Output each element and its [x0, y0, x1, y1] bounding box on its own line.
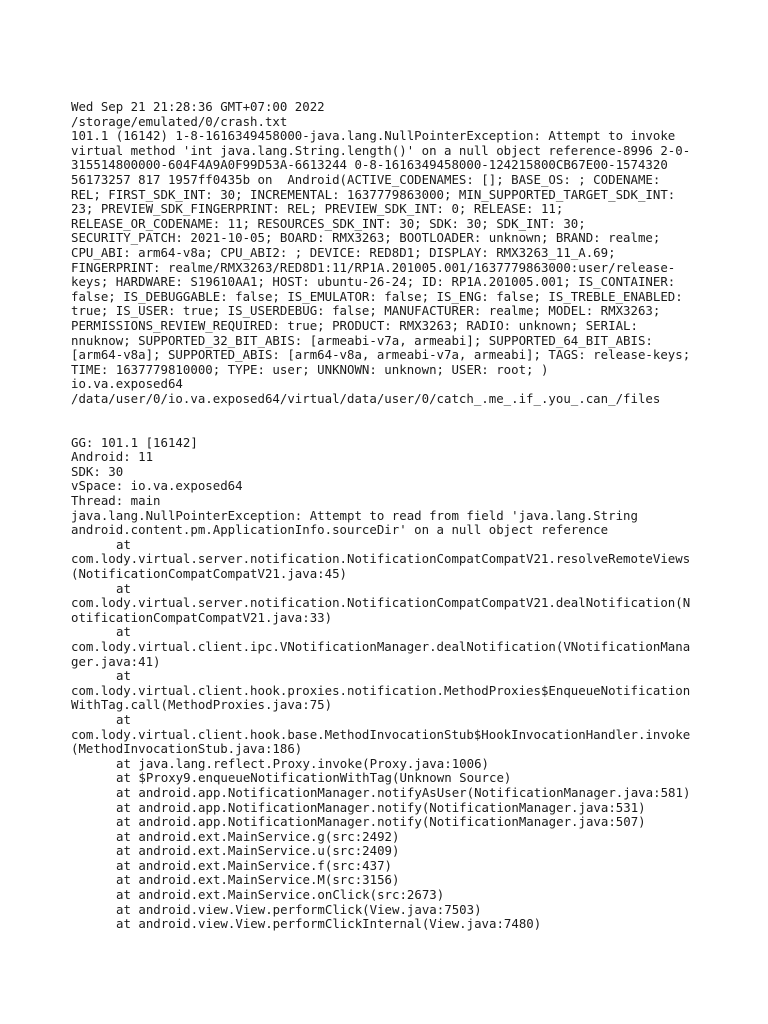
- stack-frame-line: com.lody.virtual.server.notification.NotificationCompatCompatV21.resolveRemoteViews: [71, 551, 691, 567]
- crash-info-line: 56173257 817 1957ff0435b on Android(ACTIVE_CODENAMES: []; BASE_OS: ; CODENAME:: [71, 171, 661, 187]
- stack-frame-line: at android.ext.MainService.f(src:437): [116, 857, 393, 873]
- stack-frame-line: at android.ext.MainService.g(src:2492): [116, 828, 400, 844]
- stack-frame-line: at: [116, 711, 131, 727]
- crash-info-line: RELEASE_OR_CODENAME: 11; RESOURCES_SDK_INT: 30; SDK: 30; SDK_INT: 30;: [71, 215, 586, 231]
- stack-frame-line: at android.view.View.performClick(View.java:7503): [116, 901, 482, 917]
- crash-info-line: REL; FIRST_SDK_INT: 30; INCREMENTAL: 1637779863000; MIN_SUPPORTED_TARGET_SDK_INT:: [71, 186, 676, 202]
- crash-info-line: /data/user/0/io.va.exposed64/virtual/data/user/0/catch_.me_.if_.you_.can_/files: [71, 390, 661, 406]
- crash-info-line: FINGERPRINT: realme/RMX3263/RED8D1:11/RP1A.201005.001/1637779863000:user/release-: [71, 259, 676, 275]
- stack-frame-line: at android.ext.MainService.M(src:3156): [116, 872, 400, 888]
- android-version: Android: 11: [71, 449, 154, 465]
- stack-trace: [71, 538, 711, 932]
- gg-version: GG: 101.1 [16142]: [71, 434, 198, 450]
- details-block: [71, 436, 711, 509]
- exception-message: [71, 509, 711, 538]
- crash-info-line: 315514800000-604F4A9A0F99D53A-6613244 0-8-1616349458000-124215800CB67E00-1574320: [71, 157, 668, 173]
- stack-frame-line: otificationCompatCompatV21.java:33): [71, 609, 333, 625]
- stack-frame-line: at: [116, 668, 131, 684]
- crash-info-line: nnuknow; SUPPORTED_32_BIT_ABIS: [armeabi-v7a, armeabi]; SUPPORTED_64_BIT_ABIS:: [71, 332, 653, 348]
- stack-frame-line: com.lody.virtual.client.hook.proxies.notification.MethodProxies$EnqueueNotification: [71, 682, 691, 698]
- stack-frame-line: at: [116, 580, 131, 596]
- crash-timestamp: Wed Sep 21 21:28:36 GMT+07:00 2022: [71, 99, 325, 114]
- crash-info-line: [arm64-v8a]; SUPPORTED_ABIS: [arm64-v8a, armeabi-v7a, armeabi]; TAGS: release-keys;: [71, 347, 691, 363]
- stack-frame-line: com.lody.virtual.client.ipc.VNotificationManager.dealNotification(VNotificationMana: [71, 638, 691, 654]
- stack-frame-line: at java.lang.reflect.Proxy.invoke(Proxy.java:1006): [116, 755, 489, 771]
- crash-info-line: keys; HARDWARE: S19610AA1; HOST: ubuntu-26-24; ID: RP1A.201005.001; IS_CONTAINER:: [71, 274, 676, 290]
- crash-info-line: CPU_ABI: arm64-v8a; CPU_ABI2: ; DEVICE: RED8D1; DISPLAY: RMX3263_11_A.69;: [71, 244, 616, 260]
- exception-line: java.lang.NullPointerException: Attempt to read from field 'java.lang.String: [71, 507, 638, 523]
- stack-frame-line: at android.app.NotificationManager.notifyAsUser(NotificationManager.java:581): [116, 784, 691, 800]
- crash-info-line: TIME: 1637779810000; TYPE: user; UNKNOWN: unknown; USER: root; ): [71, 361, 549, 377]
- stack-frame-line: at android.app.NotificationManager.notify(NotificationManager.java:531): [116, 799, 646, 815]
- crash-info-line: 23; PREVIEW_SDK_FINGERPRINT: REL; PREVIEW_SDK_INT: 0; RELEASE: 11;: [71, 201, 564, 217]
- crash-info-line: 101.1 (16142) 1-8-1616349458000-java.lang.NullPointerException: Attempt to invoke: [71, 128, 676, 144]
- vspace-name: vSpace: io.va.exposed64: [71, 478, 243, 494]
- crash-info-line: true; IS_USER: true; IS_USERDEBUG: false; MANUFACTURER: realme; MODEL: RMX3263;: [71, 303, 661, 319]
- crash-file-path: /storage/emulated/0/crash.txt: [71, 113, 288, 129]
- stack-frame-line: (NotificationCompatCompatV21.java:45): [71, 566, 348, 581]
- thread-name: Thread: main: [71, 493, 161, 509]
- crash-info-line: SECURITY_PATCH: 2021-10-05; BOARD: RMX3263; BOOTLOADER: unknown; BRAND: realme;: [71, 230, 661, 246]
- stack-frame-line: (MethodInvocationStub.java:186): [71, 741, 303, 757]
- crash-info-block: [71, 129, 711, 406]
- exception-line: android.content.pm.ApplicationInfo.sourceDir' on a null object reference: [71, 522, 609, 538]
- stack-frame-line: at $Proxy9.enqueueNotificationWithTag(Unknown Source): [116, 770, 512, 786]
- stack-frame-line: WithTag.call(MethodProxies.java:75): [71, 697, 333, 713]
- crash-info-line: io.va.exposed64: [71, 376, 183, 392]
- stack-frame-line: at android.app.NotificationManager.notify(NotificationManager.java:507): [116, 814, 646, 830]
- stack-frame-line: at: [116, 536, 131, 552]
- section-spacer: [71, 406, 711, 435]
- crash-info-line: false; IS_DEBUGGABLE: false; IS_EMULATOR: false; IS_ENG: false; IS_TREBLE_ENABLED:: [71, 288, 683, 304]
- stack-frame-line: com.lody.virtual.client.hook.base.MethodInvocationStub$HookInvocationHandler.invoke: [71, 726, 691, 742]
- crash-log-text: [71, 100, 711, 932]
- stack-frame-line: com.lody.virtual.server.notification.NotificationCompatCompatV21.dealNotification(N: [71, 595, 691, 611]
- stack-frame-line: at android.view.View.performClickInternal(View.java:7480): [116, 916, 542, 932]
- sdk-version: SDK: 30: [71, 463, 124, 479]
- crash-info-line: virtual method 'int java.lang.String.length()' on a null object reference-8996 2-0-: [71, 142, 691, 158]
- stack-frame-line: at android.ext.MainService.u(src:2409): [116, 843, 400, 859]
- stack-frame-line: at: [116, 624, 131, 640]
- stack-frame-line: at android.ext.MainService.onClick(src:2673): [116, 887, 445, 903]
- stack-frame-line: ger.java:41): [71, 653, 161, 669]
- crash-info-line: PERMISSIONS_REVIEW_REQUIRED: true; PRODUCT: RMX3263; RADIO: unknown; SERIAL:: [71, 317, 638, 333]
